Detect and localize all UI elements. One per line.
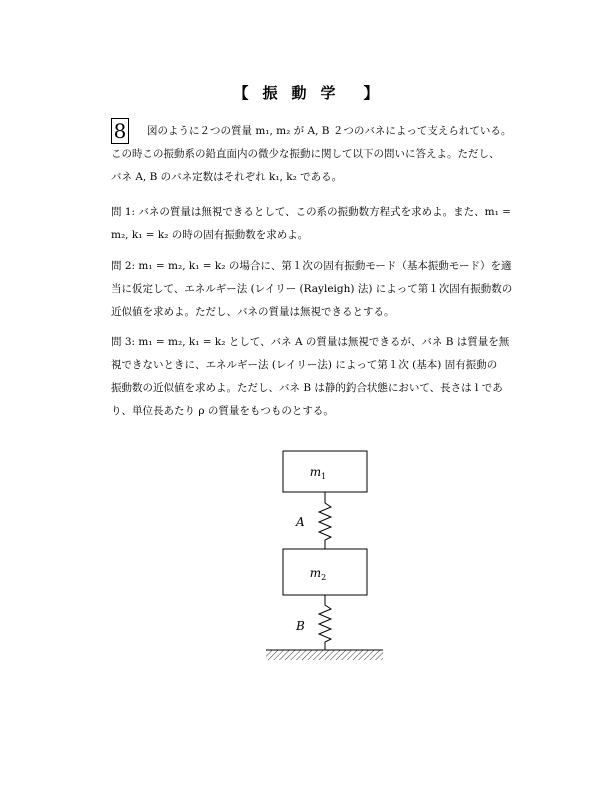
question-line: 問 1: バネの質量は無視できるとして、この系の振動数方程式を求めよ。また、m₁ = (111, 206, 511, 218)
ground-hatch (266, 650, 383, 660)
question-line: 当に仮定して、エネルギー法 (レイリー (Rayleigh) 法) によって第１次固有振動数の (111, 283, 513, 295)
question-line: 問 3: m₁ = m₂, k₁ = k₂ として、バネ A の質量は無視できるが、バネ B は質量を無 (111, 336, 510, 348)
question-line: 近似値を求めよ。ただし、バネの質量は無視できるとする。 (111, 306, 395, 318)
spring-a (319, 492, 331, 549)
intro-line: この時この振動系の鉛直面内の微少な振動に関して以下の問いに答えよ。ただし、 (111, 148, 500, 160)
mass-2-label: $m_2$ (309, 566, 327, 582)
question-line: 問 2: m₁ = m₂, k₁ = k₂ の場合に、第１次の固有振動モード（基本振動モード）を適 (111, 260, 512, 272)
intro-line: 図のように２つの質量 m₁, m₂ が A, B ２つのバネによって支えられている。 (147, 125, 512, 137)
title-text: 振動学 (262, 84, 350, 102)
problem-number-box: 8 (111, 118, 129, 144)
spring-a-label: A (296, 515, 305, 529)
title-close-bracket: 】 (363, 84, 379, 102)
question-line: り、単位長あたり ρ の質量をもつものとする。 (111, 405, 334, 417)
mass-2-box (283, 549, 367, 595)
spring-b-label: B (296, 619, 305, 633)
title-open-bracket: 【 (233, 84, 249, 102)
question-line: 振動数の近似値を求めよ。ただし、バネ B は静的釣合状態において、長さは l であ (111, 382, 503, 394)
question-line: m₂, k₁ = k₂ の時の固有振動数を求めよ。 (111, 229, 309, 241)
mass-1-label: $m_1$ (309, 465, 327, 481)
intro-line: バネ A, B のバネ定数はそれぞれ k₁, k₂ である。 (111, 171, 343, 183)
spring-b (319, 595, 331, 650)
question-line: 視できないときに、エネルギー法 (レイリー法) によって第１次 (基本) 固有振動の (111, 359, 498, 371)
